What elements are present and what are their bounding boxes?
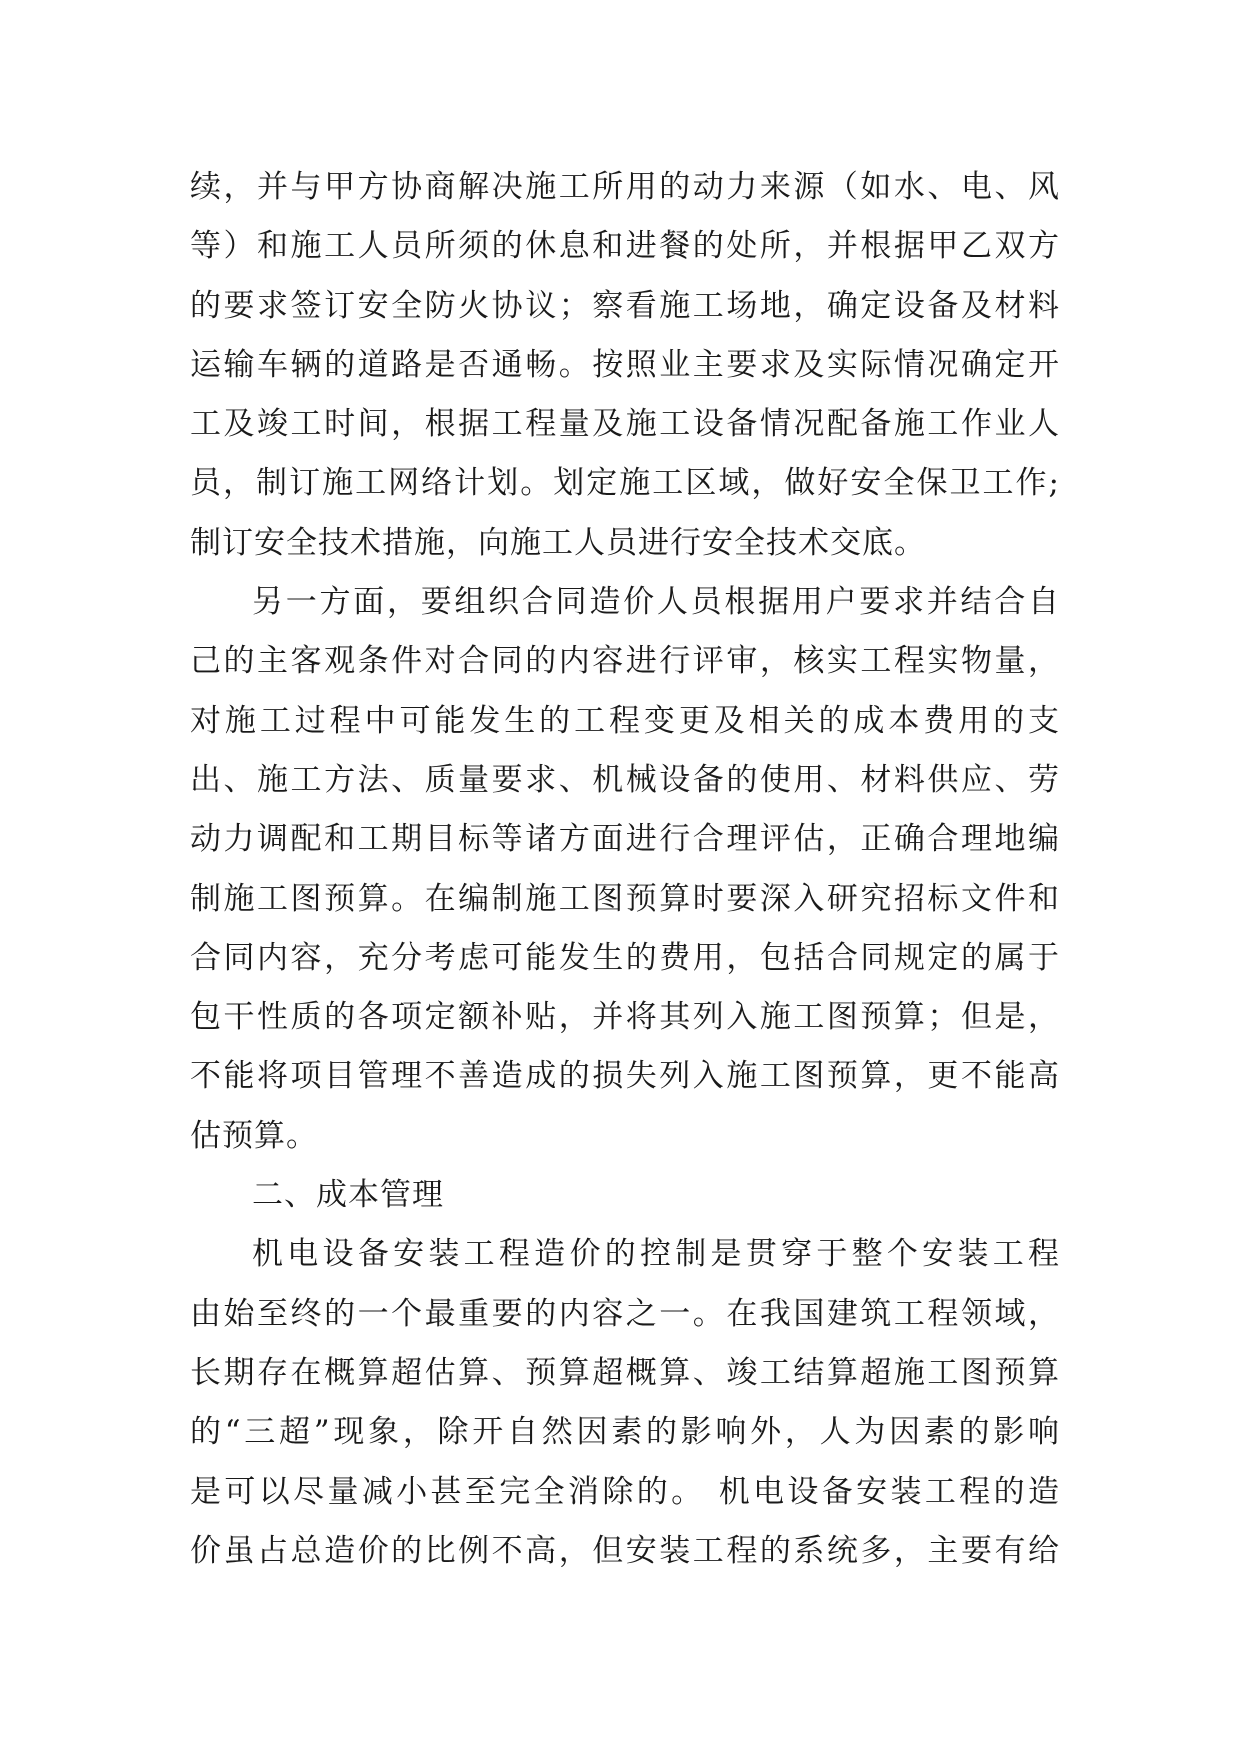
section-heading: 二、成本管理	[252, 1177, 444, 1214]
paragraph-1-line-1: 续，并与甲方协商解决施工所用的动力来源（如水、电、风	[190, 169, 1060, 205]
paragraph-1-line-4: 运输车辆的道路是否通畅。按照业主要求及实际情况确定开	[190, 346, 1060, 383]
paragraph-3-line-6: 价虽占总造价的比例不高，但安装工程的系统多，主要有给	[190, 1532, 1060, 1569]
paragraph-1-line-3: 的要求签订安全防火协议；察看施工场地，确定设备及材料	[190, 287, 1060, 324]
paragraph-3-line-2: 由始至终的一个最重要的内容之一。在我国建筑工程领域，	[190, 1295, 1060, 1332]
paragraph-2-line-1: 另一方面，要组织合同造价人员根据用户要求并结合自	[252, 584, 1060, 621]
paragraph-1-line-5: 工及竣工时间，根据工程量及施工设备情况配备施工作业人	[190, 406, 1060, 443]
paragraph-2-line-7: 合同内容，充分考虑可能发生的费用，包括合同规定的属于	[190, 939, 1060, 976]
paragraph-2-line-9: 不能将项目管理不善造成的损失列入施工图预算，更不能高	[190, 1058, 1060, 1095]
paragraph-3-line-1: 机电设备安装工程造价的控制是贯穿于整个安装工程	[252, 1236, 1060, 1273]
paragraph-2-line-4: 出、施工方法、质量要求、机械设备的使用、材料供应、劳	[190, 761, 1060, 798]
paragraph-1-line-6: 员，制订施工网络计划。划定施工区域，做好安全保卫工作;	[190, 465, 1060, 502]
paragraph-2-line-6: 制施工图预算。在编制施工图预算时要深入研究招标文件和	[190, 880, 1060, 917]
paragraph-1-line-7: 制订安全技术措施，向施工人员进行安全技术交底。	[190, 524, 926, 561]
paragraph-3-line-3: 长期存在概算超估算、预算超概算、竣工结算超施工图预算	[190, 1354, 1060, 1391]
paragraph-2-line-10: 估预算。	[190, 1117, 318, 1154]
paragraph-3-line-5: 是可以尽量减小甚至完全消除的。 机电设备安装工程的造	[190, 1473, 1060, 1510]
document-body	[190, 158, 1060, 1581]
paragraph-2-line-8: 包干性质的各项定额补贴，并将其列入施工图预算；但是，	[190, 999, 1060, 1036]
paragraph-1-line-2: 等）和施工人员所须的休息和进餐的处所，并根据甲乙双方	[190, 228, 1060, 265]
paragraph-2-line-3: 对施工过程中可能发生的工程变更及相关的成本费用的支	[190, 702, 1060, 739]
paragraph-2-line-5: 动力调配和工期目标等诸方面进行合理评估，正确合理地编	[190, 821, 1060, 858]
paragraph-3-line-4: 的“三超”现象，除开自然因素的影响外，人为因素的影响	[190, 1414, 1060, 1451]
paragraph-2-line-2: 己的主客观条件对合同的内容进行评审，核实工程实物量，	[190, 643, 1060, 680]
